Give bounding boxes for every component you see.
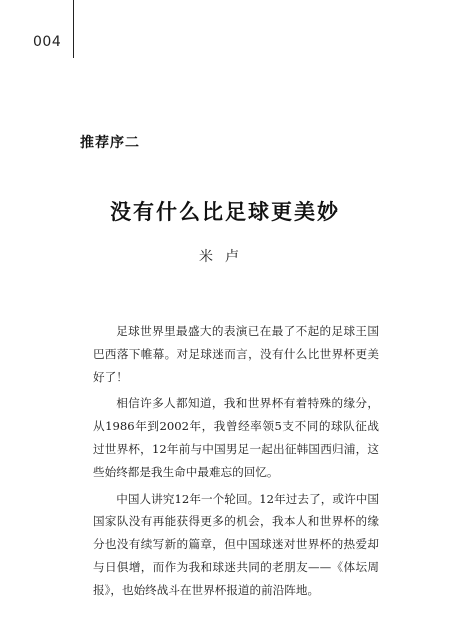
body-text bbox=[93, 320, 379, 606]
header-rule bbox=[73, 0, 74, 58]
paragraph-1: 足球世界里最盛大的表演已在最了不起的足球王国巴西落下帷幕。对足球迷而言，没有什么比世界杯更美好了！ bbox=[93, 324, 379, 384]
section-label: 推荐序二 bbox=[80, 135, 140, 151]
paragraph-3: 中国人讲究12年一个轮回。12年过去了，或许中国国家队没有再能获得更多的机会，我本人和世界杯的缘分也没有续写新的篇章，但中国球迷对世界杯的热爱却与日俱增，而作为我和球迷共同的老朋友——《体坛周报》，也始终战斗在世界杯报道的前沿阵地。 bbox=[93, 491, 379, 597]
page-number: 004 bbox=[33, 34, 62, 50]
page-title: 没有什么比足球更美妙 bbox=[110, 200, 340, 224]
author-name: 米卢 bbox=[199, 249, 251, 265]
paragraph-2: 相信许多人都知道，我和世界杯有着特殊的缘分，从1986年到2002年，我曾经率领5支不同的球队征战过世界杯，12年前与中国男足一起出征韩国西归浦，这些始终都是我生命中最难忘的回忆。 bbox=[93, 396, 379, 479]
